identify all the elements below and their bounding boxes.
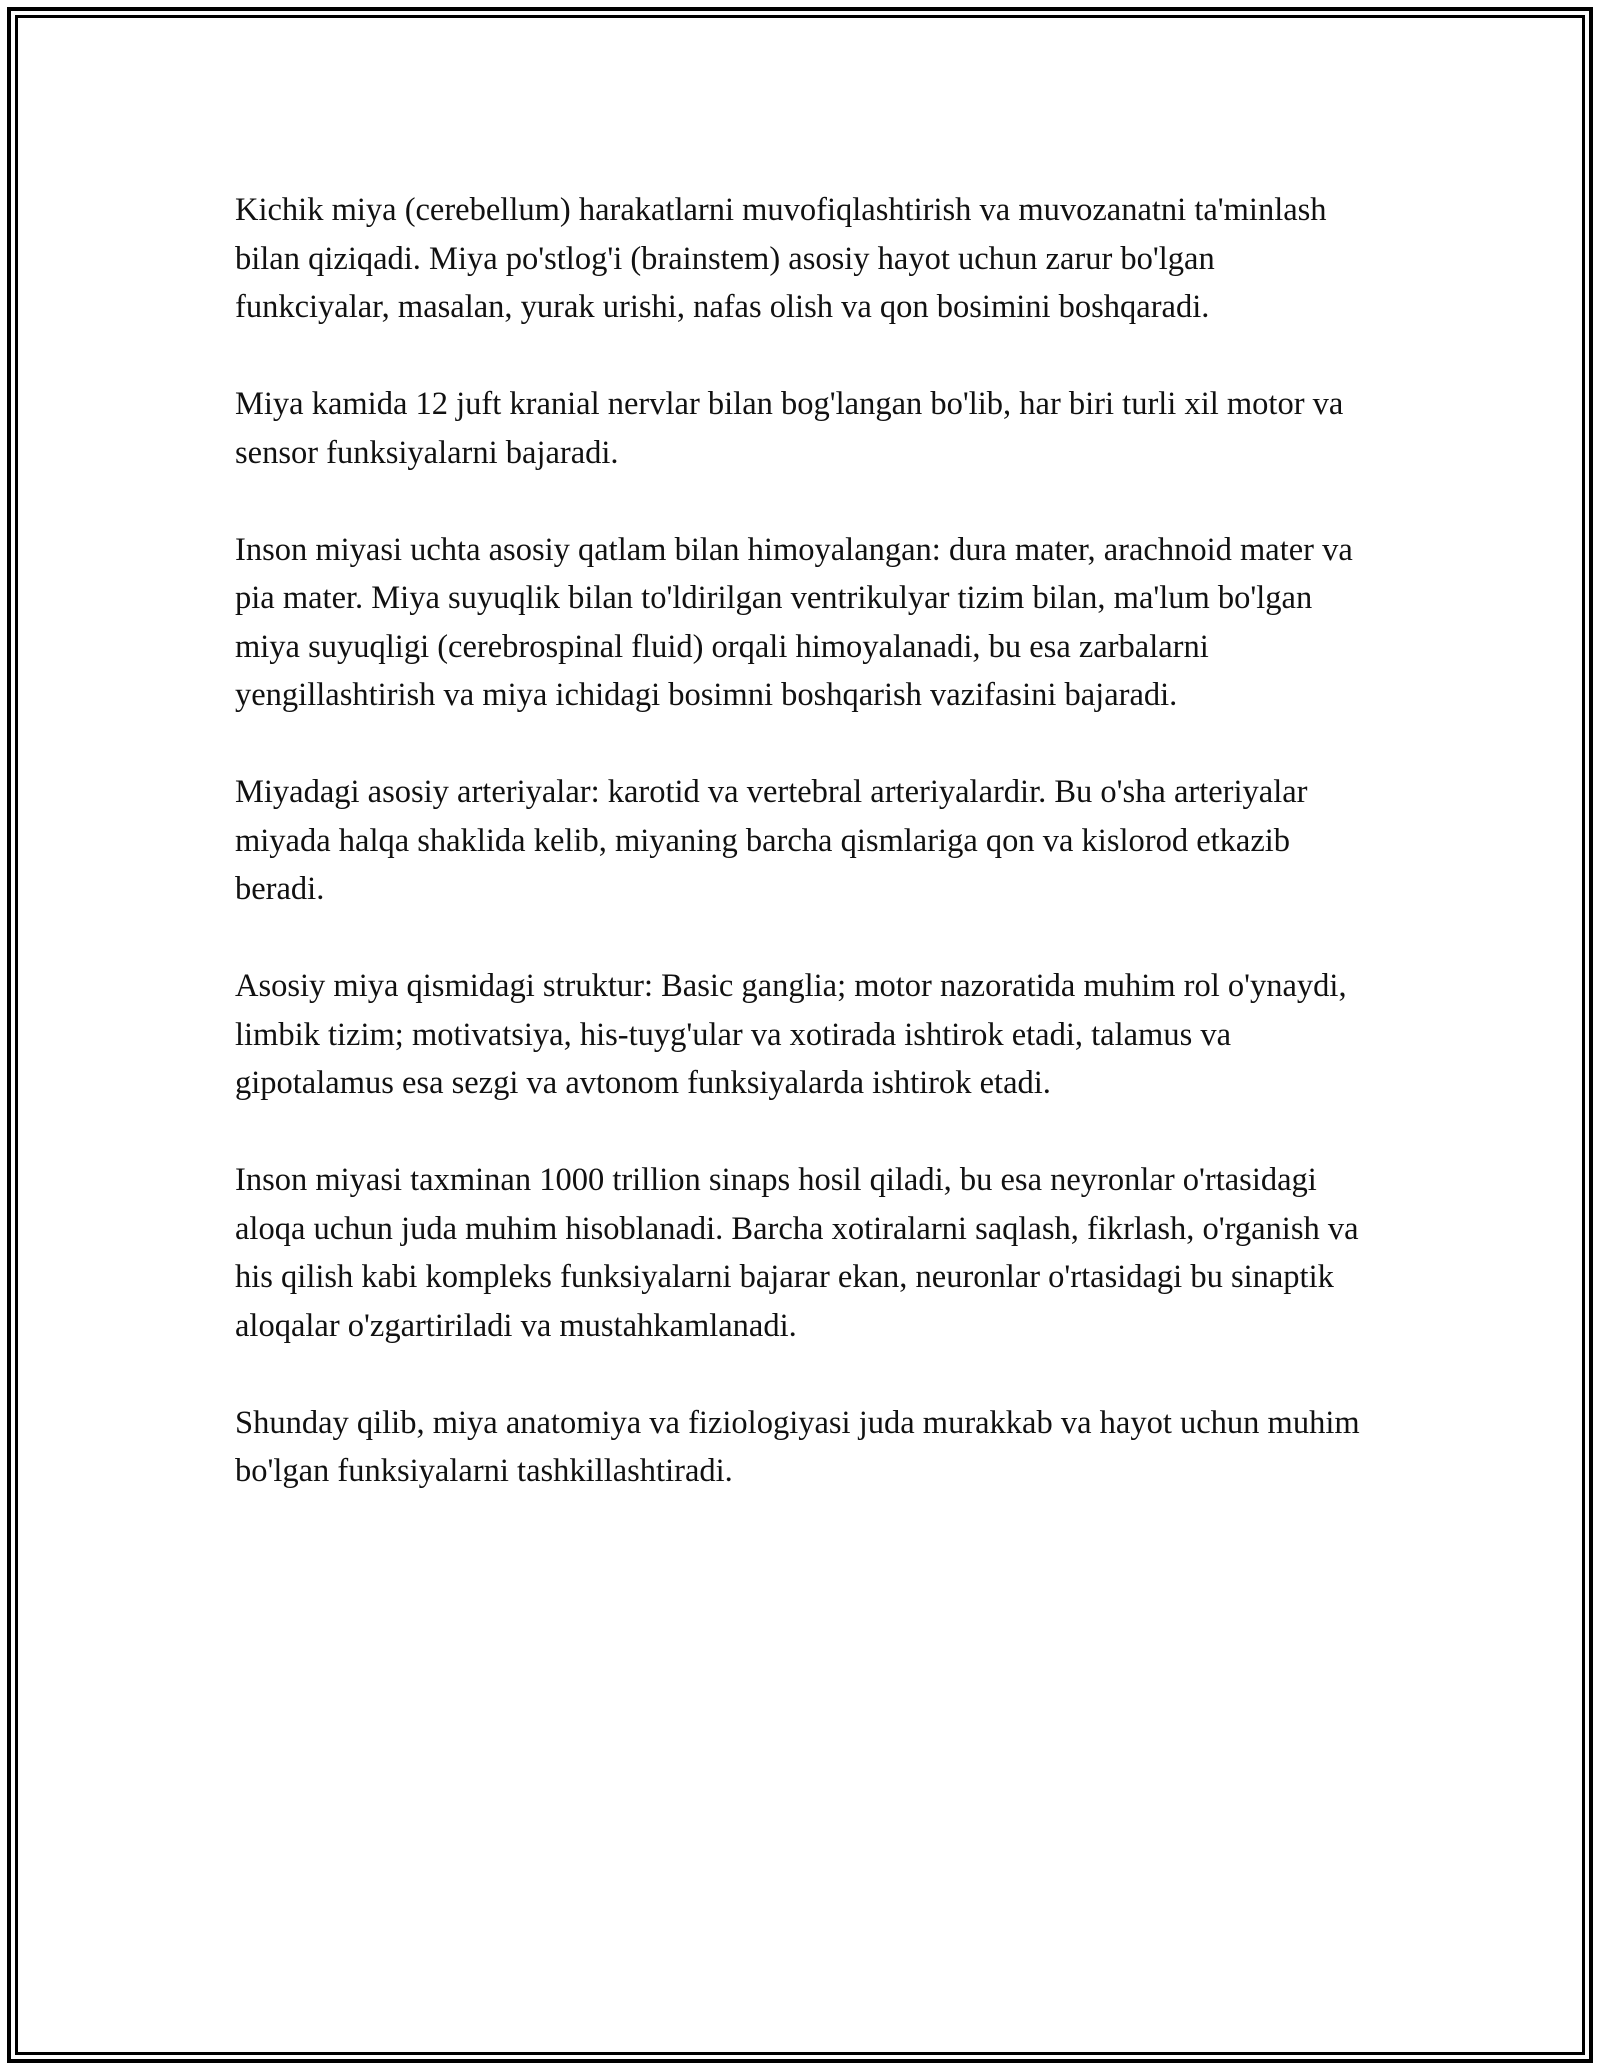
paragraph-cranial-nerves: Miya kamida 12 juft kranial nervlar bilan bog'langan bo'lib, har biri turli xil motor va sensor funksiyalarni bajaradi.: [235, 386, 1344, 471]
paragraph-conclusion: Shunday qilib, miya anatomiya va fiziologiyasi juda murakkab va hayot uchun muhim bo'lgan funksiyalarni tashkillashtiradi.: [235, 1404, 1360, 1489]
paragraph-arteries: Miyadagi asosiy arteriyalar: karotid va vertebral arteriyalardir. Bu o'sha arteriyalar miyada halqa shaklida kelib, miyaning barcha qismlariga qon va kislorod etkazib beradi.: [235, 774, 1308, 907]
paragraph-cerebellum: Kichik miya (cerebellum) harakatlarni muvofiqlashtirish va muvozanatni ta'minlash bilan qiziqadi. Miya po'stlog'i (brainstem) asosiy hayot uchun zarur bo'lgan funkciyalar, masalan, yurak urishi, nafas olish va qon bosimini boshqaradi.: [235, 192, 1327, 325]
document-body: [235, 186, 1365, 1544]
paragraph-synapses: Inson miyasi taxminan 1000 trillion sinaps hosil qiladi, bu esa neyronlar o'rtasidagi aloqa uchun juda muhim hisoblanadi. Barcha xotiralarni saqlash, fikrlash, o'rganish va his qilish kabi kompleks funksiyalarni bajarar ekan, neuronlar o'rtasidagi bu sinaptik aloqalar o'zgartiriladi va mustahkamlanadi.: [235, 1162, 1359, 1344]
paragraph-structures: Asosiy miya qismidagi struktur: Basic ganglia; motor nazoratida muhim rol o'ynaydi, limbik tizim; motivatsiya, his-tuyg'ular va xotirada ishtirok etadi, talamus va gipotalamus esa sezgi va avtonom funksiyalarda ishtirok etadi.: [235, 968, 1347, 1101]
paragraph-meninges: Inson miyasi uchta asosiy qatlam bilan himoyalangan: dura mater, arachnoid mater va pia mater. Miya suyuqlik bilan to'ldirilgan ventrikulyar tizim bilan, ma'lum bo'lgan miya suyuqligi (cerebrospinal fluid) orqali himoyalanadi, bu esa zarbalarni yengillashtirish va miya ichidagi bosimni boshqarish vazifasini bajaradi.: [235, 531, 1353, 713]
